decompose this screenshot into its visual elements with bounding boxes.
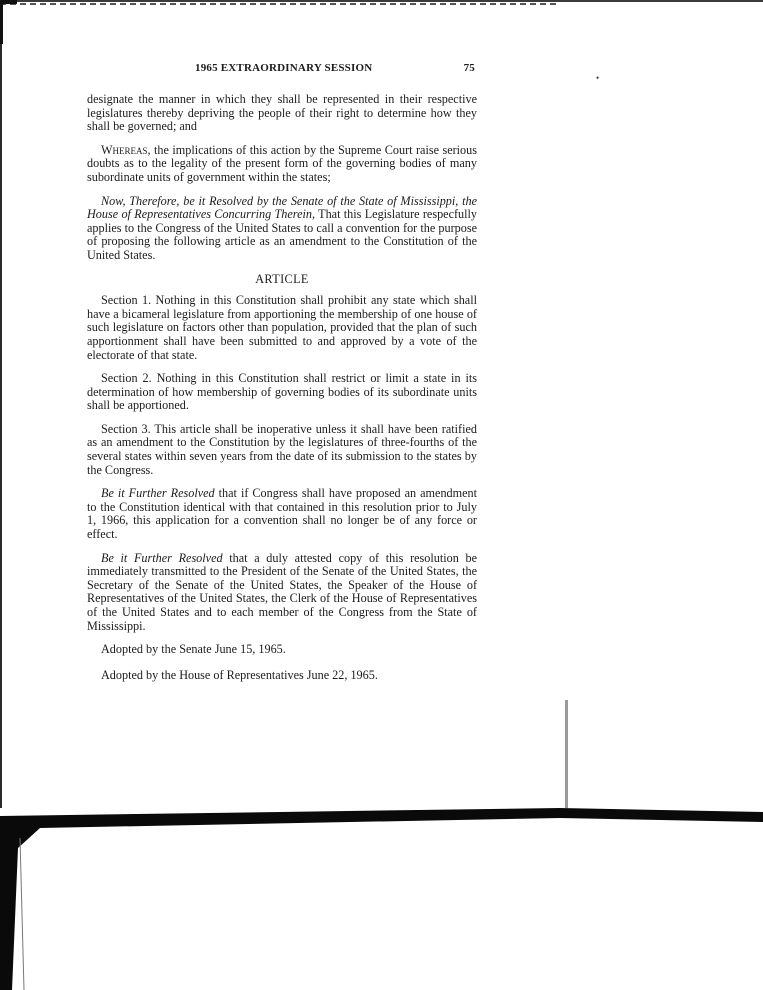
header-title: 1965 EXTRAORDINARY SESSION: [195, 62, 373, 74]
section-3: Section 3. This article shall be inoperative unless it shall have been ratified as an amendment to the Constitution by the legislatures of three-fourths of the several states within seven years from the date of its submission to the states by the Congress.: [87, 421, 477, 477]
adopted-senate: Adopted by the Senate June 15, 1965.: [101, 642, 286, 657]
section-2: Section 2. Nothing in this Constitution shall restrict or limit a state in its determination of how membership of governing bodies of its subordinate units shall be apportioned.: [87, 371, 477, 413]
resolution-lead: Now, Therefore, be it Resolved by the Senate of the State of Mississippi, the House of Representatives Concurring Therein,: [87, 193, 477, 222]
article-heading: ARTICLE: [255, 271, 309, 286]
scan-dark-binding-edge: [0, 808, 763, 990]
document-body: [87, 93, 477, 682]
document-page: [87, 62, 477, 694]
adopted-house: Adopted by the House of Representatives June 22, 1965.: [101, 667, 378, 682]
stray-ink-mark: •: [596, 73, 600, 83]
whereas-paragraph: [87, 144, 477, 185]
page-number: 75: [463, 62, 475, 74]
scan-page-edge-shadow: [565, 700, 568, 810]
resolution-paragraph: [87, 195, 477, 263]
further-resolved-text-2: that a duly attested copy of this resolution be immediately transmitted to the President of the Senate of the United States, the Secretary of the Senate of the United States, the Speaker of the House of Representatives of the United States, the Clerk of the House of Representatives of the United States and to each member of the Congress from the State of Mississippi.: [87, 550, 477, 633]
whereas-lead: Whereas,: [101, 142, 151, 157]
running-header: [87, 62, 477, 78]
resolution-text: That this Legislature respecfully applies to the Congress of the United States to call a convention for the purpose of proposing the following article as an amendment to the Constitution of the United States.: [87, 207, 477, 262]
paragraph-continuation: designate the manner in which they shall be represented in their respective legislatures thereby depriving the people of their right to determine how they shall be governed; and: [87, 92, 477, 134]
scan-bottom-area: [0, 808, 763, 990]
further-resolved-text-1: that if Congress shall have proposed an amendment to the Constitution identical with that contained in this resolution prior to July 1, 1966, this application for a convention shall no longer be of any force or effect.: [87, 486, 477, 542]
scan-corner-mark: [0, 0, 17, 44]
whereas-text: the implications of this action by the Supreme Court raise serious doubts as to the legality of the present form of the governing bodies of many subordinate units of government within the states;: [87, 142, 477, 184]
section-1: Section 1. Nothing in this Constitution shall prohibit any state which shall have a bicameral legislature from apportioning the membership of one house of such legislature on factors other than population, provided that the plan of such apportionment shall have been submitted to and approved by a vote of the electorate of that state.: [87, 293, 477, 362]
scan-perforation: [0, 3, 560, 5]
further-resolved-paragraph-2: [87, 552, 477, 634]
further-resolved-lead-1: Be it Further Resolved: [101, 486, 215, 501]
further-resolved-lead-2: Be it Further Resolved: [101, 550, 223, 565]
further-resolved-paragraph-1: [87, 487, 477, 541]
